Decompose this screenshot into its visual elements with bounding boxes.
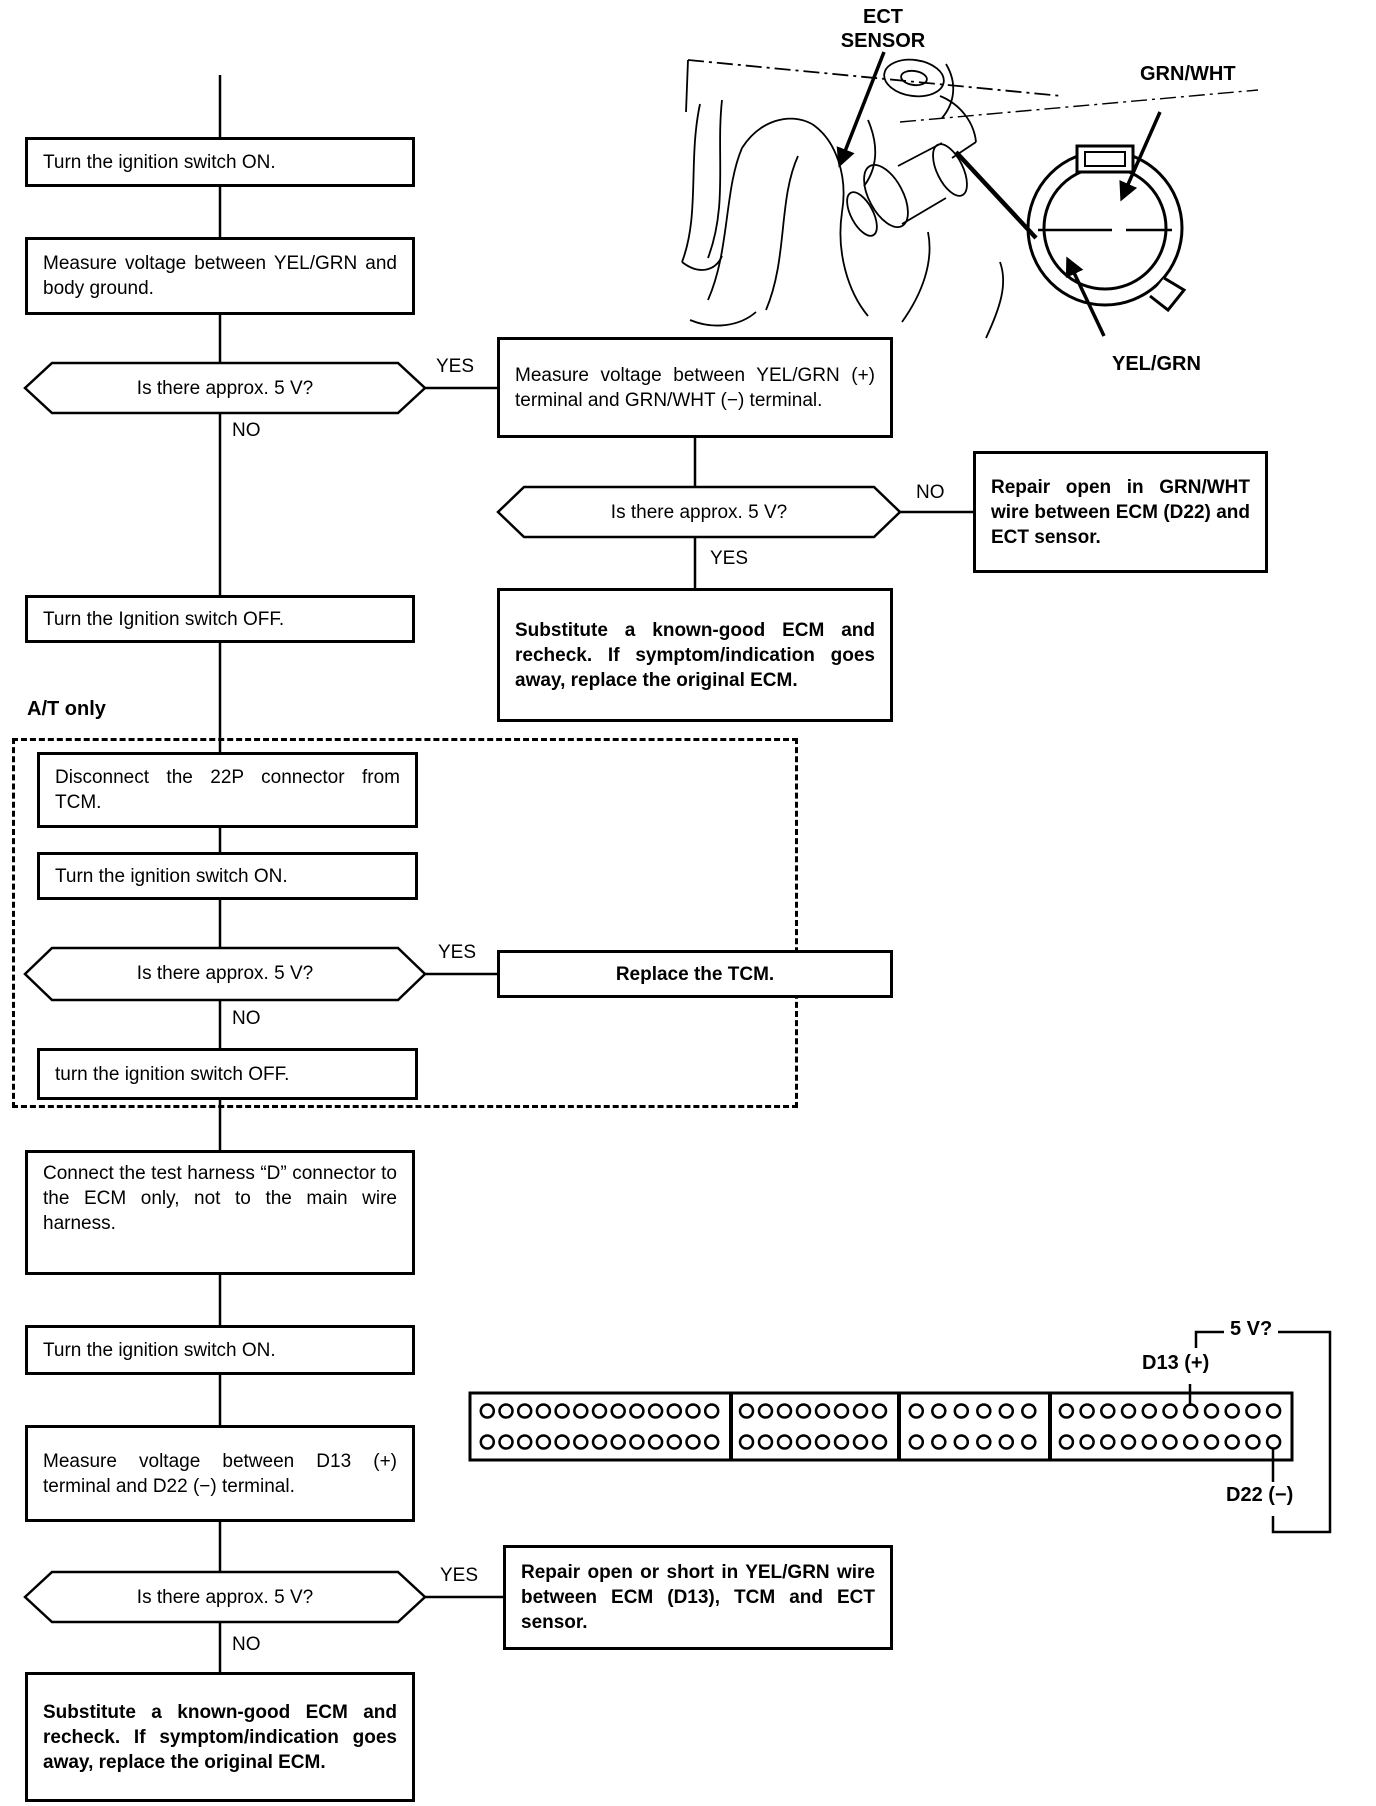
connector-pin — [1226, 1405, 1239, 1418]
ect-sensor-drawing — [841, 96, 976, 240]
step-text: Measure voltage between YEL/GRN (+) terminal and GRN/WHT (−) terminal. — [515, 364, 875, 411]
connector-pin — [932, 1405, 945, 1418]
step-text: Disconnect the 22P connector from TCM. — [55, 767, 400, 813]
branch-no-3: NO — [232, 1008, 261, 1029]
connector-pin — [500, 1405, 513, 1418]
connector-pin — [500, 1436, 513, 1449]
step-measure-yelgrn-ground — [25, 237, 415, 315]
connector-pin — [1081, 1405, 1094, 1418]
connector-pin — [537, 1436, 550, 1449]
connector-pin — [955, 1436, 968, 1449]
connector-pin — [1122, 1436, 1135, 1449]
connector-pin — [816, 1436, 829, 1449]
connector-pin — [1205, 1436, 1218, 1449]
connector-pin — [481, 1405, 494, 1418]
connector-pin — [1081, 1436, 1094, 1449]
sensor-to-connector-leader — [956, 152, 1036, 238]
connector-pin — [668, 1405, 681, 1418]
connector-pin — [1184, 1405, 1197, 1418]
connector-pin — [955, 1405, 968, 1418]
connector-pin — [612, 1436, 625, 1449]
at-only-label: A/T only — [27, 698, 106, 720]
connector-pin — [1101, 1436, 1114, 1449]
ect-sensor-label: ECT SENSOR — [840, 6, 926, 52]
connector-pin — [1226, 1436, 1239, 1449]
connector-pin — [910, 1436, 923, 1449]
step-turn-ignition-off-2 — [37, 1048, 418, 1100]
step-measure-d13-d22 — [25, 1425, 415, 1522]
connector-pin — [630, 1436, 643, 1449]
connector-pin — [668, 1436, 681, 1449]
connector-pin — [593, 1405, 606, 1418]
step-text: Connect the test harness “D” connector to the ECM only, not to the main wire harness. — [43, 1163, 397, 1234]
connector-pin — [797, 1436, 810, 1449]
action-text: Replace the TCM. — [615, 963, 775, 985]
connector-pin — [778, 1405, 791, 1418]
connector-pin — [649, 1436, 662, 1449]
step-text: turn the ignition switch OFF. — [55, 1063, 290, 1085]
connector-pin — [1122, 1405, 1135, 1418]
connector-pin — [932, 1436, 945, 1449]
connector-pin — [1164, 1405, 1177, 1418]
action-substitute-ecm-1 — [497, 588, 893, 722]
branch-no-1: NO — [232, 420, 261, 441]
connector-pin — [705, 1405, 718, 1418]
branch-no-4: NO — [232, 1634, 261, 1655]
step-text: Turn the Ignition switch OFF. — [43, 608, 285, 630]
connector-pin — [518, 1436, 531, 1449]
connector-pin — [835, 1436, 848, 1449]
connector-pin — [797, 1405, 810, 1418]
step-turn-ignition-off-1 — [25, 595, 415, 643]
connector-pin — [740, 1405, 753, 1418]
branch-yes-3: YES — [438, 942, 477, 963]
connector-pin — [518, 1405, 531, 1418]
branch-no-2: NO — [916, 482, 945, 503]
connector-pin — [556, 1436, 569, 1449]
five-v-bracket-label: 5 V? — [1224, 1318, 1278, 1340]
branch-yes-4: YES — [440, 1565, 479, 1586]
step-text: Turn the ignition switch ON. — [55, 865, 288, 887]
decision-approx-5v-1: Is there approx. 5 V? — [136, 378, 314, 399]
ect-sensor-arrow — [840, 52, 884, 164]
decision-approx-5v-2: Is there approx. 5 V? — [610, 502, 788, 523]
step-turn-ignition-on-2 — [37, 852, 418, 900]
action-substitute-ecm-2 — [25, 1672, 415, 1802]
connector-pin — [1246, 1405, 1259, 1418]
branch-yes-1: YES — [436, 356, 475, 377]
connector-pin — [977, 1405, 990, 1418]
connector-pin — [854, 1405, 867, 1418]
action-text: Substitute a known-good ECM and recheck. If symptom/indication goes away, replace the original ECM. — [515, 619, 875, 691]
step-measure-yelgrn-grnwht — [497, 337, 893, 438]
action-text: Substitute a known-good ECM and recheck. If symptom/indication goes away, replace the original ECM. — [43, 1701, 397, 1773]
action-replace-tcm — [497, 950, 893, 998]
connector-pin — [705, 1436, 718, 1449]
connector-pin — [1000, 1405, 1013, 1418]
step-text: Turn the ignition switch ON. — [43, 1339, 276, 1361]
connector-pin — [630, 1405, 643, 1418]
connector-pin — [1164, 1436, 1177, 1449]
action-repair-yelgrn-wire — [503, 1545, 893, 1650]
step-turn-ignition-on-1 — [25, 137, 415, 187]
connector-pin — [556, 1405, 569, 1418]
connector-pin — [854, 1436, 867, 1449]
yel-grn-label: YEL/GRN — [1112, 353, 1201, 375]
connector-pin — [910, 1405, 923, 1418]
connector-pin — [593, 1436, 606, 1449]
engine-illustration — [682, 52, 1258, 338]
connector-pin — [816, 1405, 829, 1418]
connector-pin — [1060, 1405, 1073, 1418]
connector-pin — [873, 1436, 886, 1449]
connector-pin — [1143, 1436, 1156, 1449]
step-connect-test-harness — [25, 1150, 415, 1275]
step-disconnect-22p — [37, 752, 418, 828]
connector-pin — [1101, 1405, 1114, 1418]
connector-pin — [873, 1405, 886, 1418]
connector-pin — [1022, 1436, 1035, 1449]
step-turn-ignition-on-3 — [25, 1325, 415, 1375]
connector-pin — [612, 1405, 625, 1418]
connector-pin — [835, 1405, 848, 1418]
connector-pin — [481, 1436, 494, 1449]
sensor-connector-detail — [1028, 146, 1184, 310]
decision-approx-5v-3: Is there approx. 5 V? — [136, 963, 314, 984]
connector-pin — [740, 1436, 753, 1449]
connector-pin — [1000, 1436, 1013, 1449]
connector-pin — [759, 1436, 772, 1449]
d13-pin-label: D13 (+) — [1142, 1352, 1210, 1374]
connector-pin — [1143, 1405, 1156, 1418]
action-text: Repair open in GRN/WHT wire between ECM (D22) and ECT sensor. — [991, 476, 1250, 548]
connector-pin — [1267, 1436, 1280, 1449]
connector-pin — [1060, 1436, 1073, 1449]
step-text: Turn the ignition switch ON. — [43, 151, 276, 173]
step-text: Measure voltage between D13 (+) terminal and D22 (−) terminal. — [43, 1450, 397, 1497]
connector-pin — [574, 1405, 587, 1418]
connector-pin — [687, 1436, 700, 1449]
connector-pin — [1246, 1436, 1259, 1449]
connector-pin — [649, 1405, 662, 1418]
connector-pin — [759, 1405, 772, 1418]
d22-pin-label: D22 (−) — [1226, 1484, 1294, 1506]
connector-pin — [977, 1436, 990, 1449]
action-text: Repair open or short in YEL/GRN wire between ECM (D13), TCM and ECT sensor. — [521, 1562, 875, 1633]
branch-yes-2: YES — [710, 548, 749, 569]
connector-pin — [1184, 1436, 1197, 1449]
grn-wht-label: GRN/WHT — [1140, 63, 1236, 85]
connector-pin — [574, 1436, 587, 1449]
connector-pin — [537, 1405, 550, 1418]
connector-pin — [687, 1405, 700, 1418]
connector-pin — [1205, 1405, 1218, 1418]
action-repair-grnwht-wire — [973, 451, 1268, 573]
connector-pin — [1022, 1405, 1035, 1418]
step-text: Measure voltage between YEL/GRN and body ground. — [43, 253, 397, 299]
connector-pin — [1267, 1405, 1280, 1418]
connector-pin — [778, 1436, 791, 1449]
decision-approx-5v-4: Is there approx. 5 V? — [136, 1587, 314, 1608]
